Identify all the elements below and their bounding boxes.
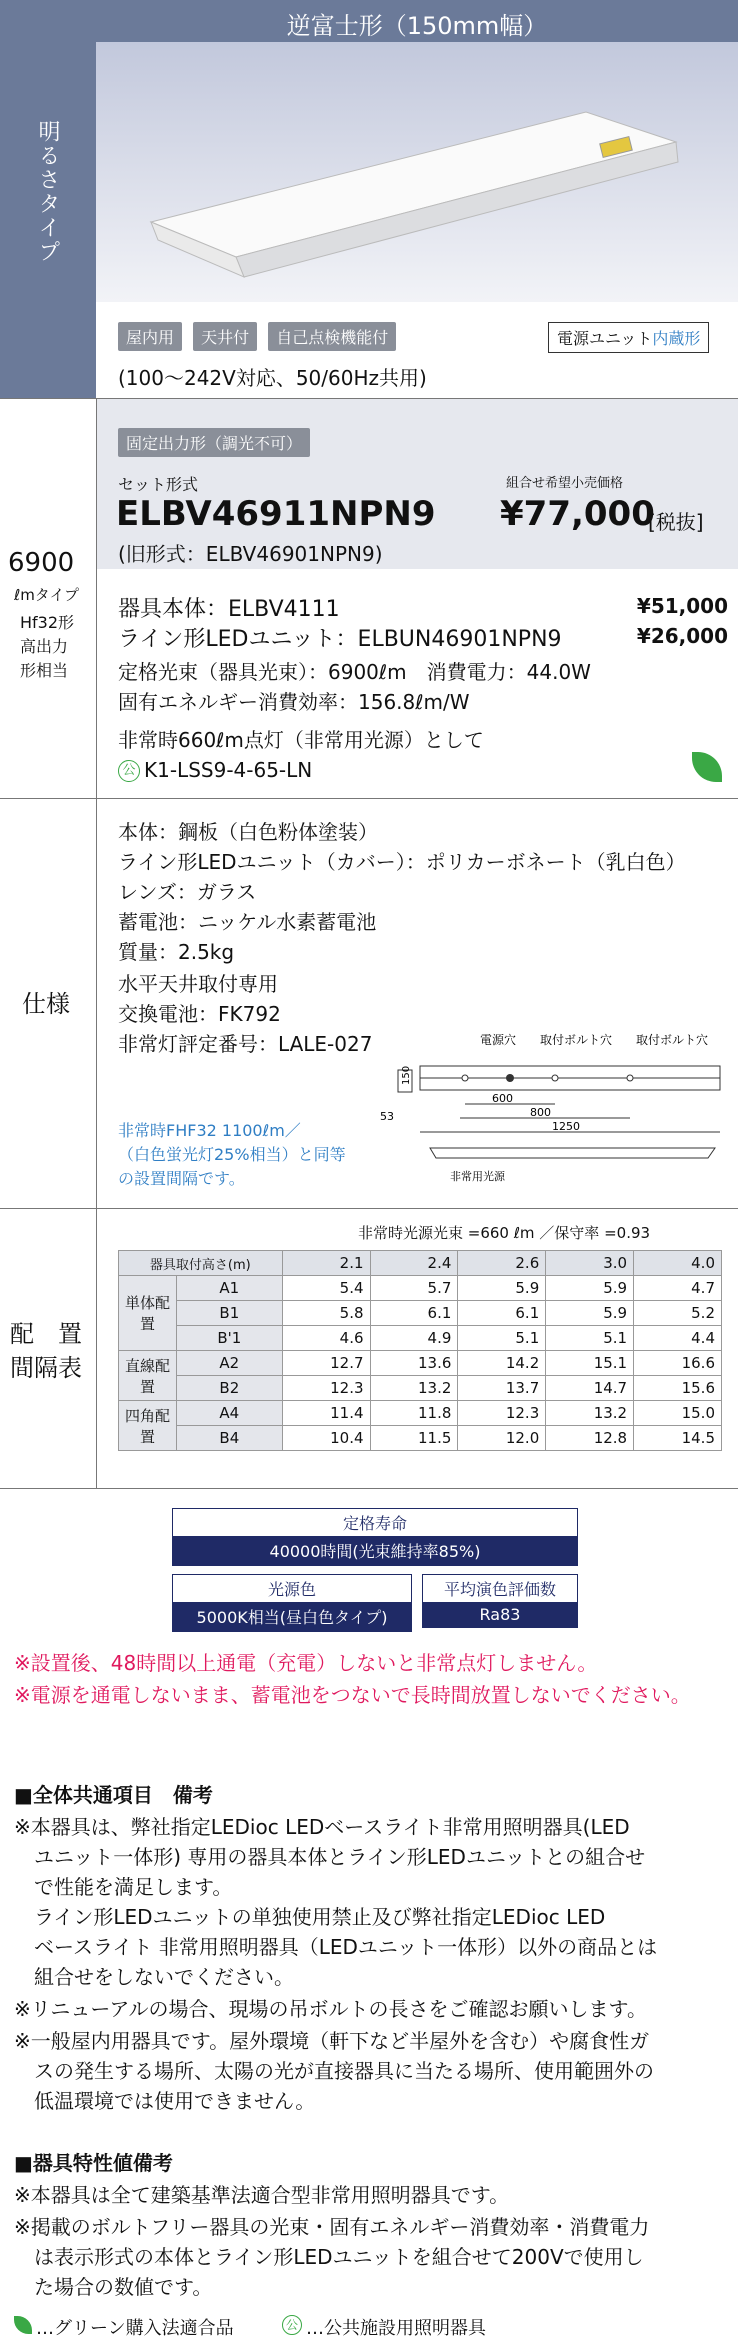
model-number: ELBV46911NPN9: [116, 494, 436, 534]
cell: 12.3: [282, 1376, 370, 1401]
legend-public-text: …公共施設用照明器具: [306, 2318, 486, 2339]
spec-line: 非常灯評定番号：LALE-027: [118, 1032, 373, 1056]
diagram-label-bolt-1: 取付ボルト穴: [540, 1033, 613, 1047]
spec-label: 仕様: [22, 990, 70, 1018]
cell: 5.9: [546, 1301, 634, 1326]
cell: 12.8: [546, 1426, 634, 1451]
cell: 5.8: [282, 1301, 370, 1326]
tax-label: [税抜]: [648, 510, 704, 534]
cell: 15.0: [634, 1401, 722, 1426]
cell: 4.6: [282, 1326, 370, 1351]
cell: 5.9: [546, 1276, 634, 1301]
public-code: K1-LSS9-4-65-LN: [144, 758, 313, 782]
group-single: 単体配置: [119, 1276, 177, 1351]
common-note-line: 低温環境では使用できません。: [14, 2089, 316, 2113]
spec-note-2: （白色蛍光灯25%相当）と同等: [118, 1145, 346, 1164]
common-note-line: ライン形LEDユニットの単独使用禁止及び弊社指定LEDioc LED: [14, 1905, 606, 1929]
divider: [0, 1488, 738, 1489]
cell: 12.0: [458, 1426, 546, 1451]
dimension-diagram: [380, 1030, 740, 1200]
cell: 14.5: [634, 1426, 722, 1451]
common-note-line: 組合せをしないでください。: [14, 1965, 294, 1989]
table-row: [119, 1276, 722, 1301]
spec-line: 水平天井取付専用: [118, 972, 278, 996]
spec-line: 質量：2.5kg: [118, 940, 235, 964]
cell: 12.3: [458, 1401, 546, 1426]
cell: 12.7: [282, 1351, 370, 1376]
old-model: (旧形式：ELBV46901NPN9): [118, 542, 383, 566]
component-unit-price: ¥26,000: [636, 624, 728, 648]
green-leaf-icon: [692, 752, 722, 782]
cell: 16.6: [634, 1351, 722, 1376]
spec-line: 本体：鋼板（白色粉体塗装）: [118, 820, 378, 844]
divider: [0, 798, 738, 799]
spec-line: 蓄電池：ニッケル水素蓄電池: [118, 910, 377, 934]
tag-self-check: 自己点検機能付: [268, 322, 396, 351]
lumen-unit: ℓmタイプ: [14, 586, 80, 604]
set-price: ¥77,000: [500, 494, 655, 534]
row-key: A1: [177, 1276, 283, 1301]
cell: 5.7: [370, 1276, 458, 1301]
price-label: 組合せ希望小売価格: [506, 476, 624, 491]
row-key: B2: [177, 1376, 283, 1401]
diagram-dim-1250: 1250: [552, 1120, 580, 1133]
life-value: 40000時間(光束維持率85%): [173, 1536, 577, 1565]
product-tags: [118, 322, 402, 351]
common-note-line: ベースライト 非常用照明器具（LEDユニット一体形）以外の商品とは: [14, 1935, 658, 1959]
common-note-line: ※リニューアルの場合、現場の吊ボルトの長さをご確認お願いします。: [14, 1997, 647, 2021]
voltage-text: (100〜242V対応、50/60Hz共用): [118, 366, 427, 390]
table-row: [119, 1351, 722, 1376]
product-image: [96, 42, 738, 302]
warning-2: ※電源を通電しないまま、蓄電池をつないで長時間放置しないでください。: [14, 1683, 691, 1707]
spacing-caption: 非常時光源光束 =660 ℓm ／保守率 =0.93: [358, 1224, 651, 1242]
row-key: B1: [177, 1301, 283, 1326]
diagram-dim-53: 53: [380, 1110, 394, 1123]
power-badge-highlight: 内蔵形: [652, 329, 701, 348]
table-header-height: 器具取付高さ(m): [119, 1251, 283, 1276]
cell: 13.7: [458, 1376, 546, 1401]
color-label: 光源色: [267, 1580, 316, 1599]
lumen-equiv-2: 高出力: [20, 637, 69, 656]
public-mark-icon: 公: [118, 760, 140, 782]
table-header-cell: 2.6: [458, 1251, 546, 1276]
lumen-equiv-1: Hf32形: [20, 613, 75, 632]
spec-emergency: 非常時660ℓm点灯（非常用光源）として: [118, 728, 484, 752]
table-row: [119, 1301, 722, 1326]
group-line: 直線配置: [119, 1351, 177, 1401]
common-note-line: ※一般屋内用器具です。屋外環境（軒下など半屋外を含む）や腐食性ガ: [14, 2029, 650, 2053]
diagram-dim-600: 600: [492, 1092, 513, 1105]
device-note-line: ※掲載のボルトフリー器具の光束・固有エネルギー消費効率・消費電力: [14, 2215, 650, 2239]
legend-green-leaf-icon: [14, 2316, 32, 2334]
spec-note-3: の設置間隔です。: [118, 1169, 245, 1188]
device-note-line: た場合の数値です。: [14, 2275, 213, 2299]
cell: 5.2: [634, 1301, 722, 1326]
table-row: [119, 1376, 722, 1401]
legend-green-text: …グリーン購入法適合品: [36, 2318, 234, 2339]
life-label: 定格寿命: [342, 1514, 407, 1533]
cell: 4.7: [634, 1276, 722, 1301]
table-row: [119, 1426, 722, 1451]
cell: 5.4: [282, 1276, 370, 1301]
fixture-illustration: [96, 42, 738, 302]
cell: 5.1: [458, 1326, 546, 1351]
color-value: 5000K相当(昼白色タイプ): [173, 1602, 411, 1631]
divider: [0, 1208, 738, 1209]
cell: 14.2: [458, 1351, 546, 1376]
table-header-cell: 2.1: [282, 1251, 370, 1276]
power-badge: [548, 322, 709, 353]
cell: 11.8: [370, 1401, 458, 1426]
table-header-cell: 4.0: [634, 1251, 722, 1276]
cell: 5.9: [458, 1276, 546, 1301]
cell: 15.6: [634, 1376, 722, 1401]
legend-public-icon: 公: [282, 2315, 302, 2335]
cell: 11.5: [370, 1426, 458, 1451]
lumen-equiv-3: 形相当: [20, 661, 69, 680]
cell: 6.1: [370, 1301, 458, 1326]
diagram-dim-150: 150: [401, 1065, 412, 1085]
tag-ceiling: 天井付: [193, 322, 257, 351]
table-header-cell: 2.4: [370, 1251, 458, 1276]
row-key: A4: [177, 1401, 283, 1426]
cell: 11.4: [282, 1401, 370, 1426]
device-note-line: ※本器具は全て建築基準法適合型非常用照明器具です。: [14, 2183, 510, 2207]
spacing-table: [118, 1250, 722, 1451]
device-notes-title: ■器具特性値備考: [14, 2151, 173, 2175]
ra-label: 平均演色評価数: [443, 1580, 556, 1599]
header-title: 逆富士形（150mm幅）: [286, 12, 548, 40]
common-note-line: ※本器具は、弊社指定LEDioc LEDベースライト非常用照明器具(LED: [14, 1815, 630, 1839]
component-body-price: ¥51,000: [636, 594, 728, 618]
cell: 10.4: [282, 1426, 370, 1451]
spec-line: レンズ：ガラス: [118, 880, 257, 904]
cell: 13.2: [370, 1376, 458, 1401]
diagram-label-bolt-2: 取付ボルト穴: [636, 1033, 709, 1047]
cell: 15.1: [546, 1351, 634, 1376]
tag-indoor: 屋内用: [118, 322, 182, 351]
cell: 5.1: [546, 1326, 634, 1351]
component-body: 器具本体：ELBV4111: [118, 597, 340, 622]
common-note-line: ユニット一体形) 専用の器具本体とライン形LEDユニットとの組合せ: [14, 1845, 646, 1869]
spec-note-1: 非常時FHF32 1100ℓm／: [118, 1121, 301, 1140]
common-notes-title: ■全体共通項目 備考: [14, 1783, 213, 1807]
table-row: [119, 1326, 722, 1351]
power-badge-prefix: 電源ユニット: [557, 329, 653, 348]
device-note-line: は表示形式の本体とライン形LEDユニットを組合せて200Vで使用し: [14, 2245, 644, 2269]
row-key: B'1: [177, 1326, 283, 1351]
cell: 6.1: [458, 1301, 546, 1326]
life-box: [172, 1508, 578, 1566]
output-tag: 固定出力形（調光不可）: [118, 428, 310, 457]
group-square: 四角配置: [119, 1401, 177, 1451]
common-note-line: スの発生する場所、太陽の光が直接器具に当たる場所、使用範囲外の: [14, 2059, 654, 2083]
lumen-value: 6900: [8, 548, 75, 578]
common-note-line: で性能を満足します。: [14, 1875, 233, 1899]
side-brightness-label: 明るさタイプ: [35, 120, 60, 264]
cell: 13.2: [546, 1401, 634, 1426]
diagram-light-label: 非常用光源: [450, 1170, 505, 1183]
spacing-label-1: 配 置: [10, 1320, 82, 1348]
spec-lumen: 定格光束（器具光束）：6900ℓm 消費電力：44.0W: [118, 660, 591, 684]
cell: 4.4: [634, 1326, 722, 1351]
cell: 14.7: [546, 1376, 634, 1401]
row-key: B4: [177, 1426, 283, 1451]
diagram-dim-800: 800: [530, 1106, 551, 1119]
warning-1: ※設置後、48時間以上通電（充電）しないと非常点灯しません。: [14, 1651, 598, 1675]
cell: 4.9: [370, 1326, 458, 1351]
spec-line: ライン形LEDユニット（カバー）：ポリカーボネート（乳白色）: [118, 850, 686, 874]
vertical-divider-2: [96, 798, 97, 1208]
ra-value: Ra83: [423, 1602, 577, 1627]
spec-line: 交換電池：FK792: [118, 1002, 281, 1026]
ra-box: [422, 1574, 578, 1628]
row-key: A2: [177, 1351, 283, 1376]
spacing-label-2: 間隔表: [10, 1354, 82, 1382]
cell: 13.6: [370, 1351, 458, 1376]
spec-efficiency: 固有エネルギー消費効率：156.8ℓm/W: [118, 690, 470, 714]
component-unit: ライン形LEDユニット：ELBUN46901NPN9: [118, 627, 562, 652]
table-header-cell: 3.0: [546, 1251, 634, 1276]
table-row: [119, 1401, 722, 1426]
color-box: [172, 1574, 412, 1632]
diagram-label-power-hole: 電源穴: [480, 1033, 517, 1047]
set-label: セット形式: [118, 475, 199, 494]
vertical-divider-3: [96, 1208, 97, 1488]
